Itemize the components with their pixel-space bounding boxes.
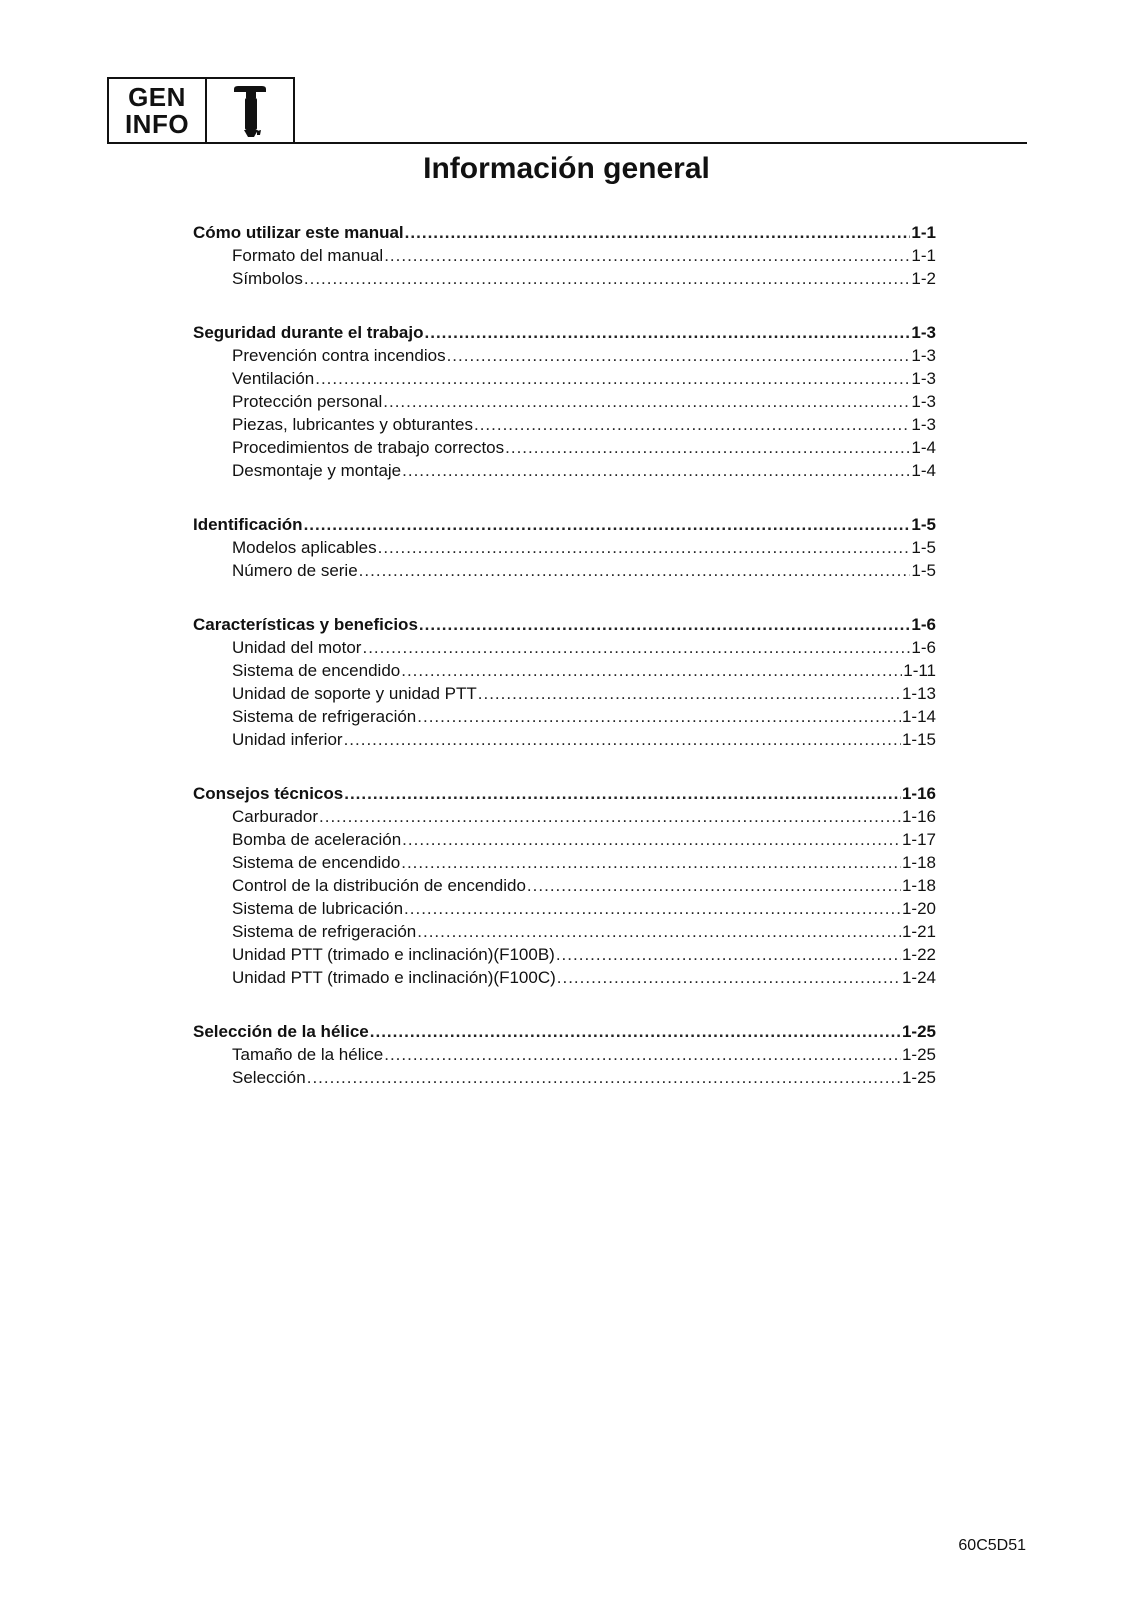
toc-section-heading-label: Características y beneficios	[193, 615, 418, 634]
dot-leader	[383, 392, 910, 412]
toc-entry[interactable]	[193, 246, 936, 269]
toc-entry-page: 1-18	[901, 876, 936, 895]
dot-leader	[417, 707, 901, 727]
dot-leader	[384, 1045, 901, 1065]
toc-entry[interactable]	[193, 561, 936, 584]
toc-entry-page: 1-4	[911, 438, 936, 457]
toc-entry-page: 1-24	[901, 968, 936, 987]
toc-entry[interactable]	[193, 461, 936, 484]
toc-entry-page: 1-25	[901, 1068, 936, 1087]
toc-entry-label: Protección personal	[232, 392, 383, 411]
toc-entry-page: 1-20	[901, 899, 936, 918]
toc-entry[interactable]	[193, 638, 936, 661]
toc-entry-label: Unidad inferior	[232, 730, 343, 749]
toc-entry[interactable]	[193, 269, 936, 292]
toc-entry-label: Símbolos	[232, 269, 303, 288]
toc-section-heading-label: Selección de la hélice	[193, 1022, 369, 1041]
toc-entry-label: Tamaño de la hélice	[232, 1045, 384, 1064]
dot-leader	[370, 1022, 901, 1042]
dot-leader	[402, 830, 901, 850]
toc-entry-page: 1-13	[901, 684, 936, 703]
dot-leader	[344, 784, 901, 804]
section-header-box	[107, 77, 295, 144]
toc-section-heading[interactable]	[193, 515, 936, 538]
dot-leader	[362, 638, 910, 658]
toc-entry[interactable]	[193, 876, 936, 899]
toc-entry-page: 1-25	[901, 1045, 936, 1064]
toc-entry[interactable]	[193, 730, 936, 753]
toc-entry-label: Formato del manual	[232, 246, 384, 265]
dot-leader	[304, 269, 911, 289]
toc-entry-label: Unidad PTT (trimado e inclinación)(F100B)	[232, 945, 555, 964]
toc-section	[193, 323, 936, 484]
toc-entry[interactable]	[193, 415, 936, 438]
toc-entry-page: 1-6	[911, 638, 936, 657]
dot-leader	[384, 246, 910, 266]
toc-entry[interactable]	[193, 538, 936, 561]
toc-entry[interactable]	[193, 1068, 936, 1091]
toc-entry-label: Bomba de aceleración	[232, 830, 402, 849]
toc-section-heading-page: 1-1	[911, 223, 936, 242]
toc-entry-label: Carburador	[232, 807, 318, 826]
toc-entry-page: 1-5	[911, 538, 936, 557]
toc-entry-label: Número de serie	[232, 561, 358, 580]
toc-entry-label: Prevención contra incendios	[232, 346, 446, 365]
toc-entry[interactable]	[193, 853, 936, 876]
dot-leader	[505, 438, 910, 458]
toc-entry-page: 1-4	[911, 461, 936, 480]
toc-entry-page: 1-3	[911, 392, 936, 411]
dot-leader	[401, 853, 901, 873]
toc-entry-label: Selección	[232, 1068, 306, 1087]
dot-leader	[402, 461, 910, 481]
toc-entry-label: Desmontaje y montaje	[232, 461, 402, 480]
dot-leader	[478, 684, 901, 704]
toc-section-heading[interactable]	[193, 1022, 936, 1045]
toc-section-heading[interactable]	[193, 323, 936, 346]
toc-entry-page: 1-5	[911, 561, 936, 580]
toc-entry-page: 1-18	[901, 853, 936, 872]
toc-entry[interactable]	[193, 684, 936, 707]
toc-section	[193, 1022, 936, 1091]
dot-leader	[474, 415, 910, 435]
toc-section-heading[interactable]	[193, 615, 936, 638]
toc-entry-label: Ventilación	[232, 369, 315, 388]
toc-entry[interactable]	[193, 922, 936, 945]
toc-section-heading-page: 1-5	[911, 515, 936, 534]
toc-section-heading[interactable]	[193, 784, 936, 807]
gen-label: GEN	[128, 81, 186, 112]
toc-entry-label: Sistema de refrigeración	[232, 922, 417, 941]
toc-section-heading-page: 1-25	[901, 1022, 936, 1041]
toc-entry[interactable]	[193, 1045, 936, 1068]
toc-entry-label: Modelos aplicables	[232, 538, 377, 557]
toc-section	[193, 615, 936, 753]
dot-leader	[425, 323, 911, 343]
toc-entry-page: 1-3	[911, 415, 936, 434]
toc-entry[interactable]	[193, 945, 936, 968]
info-label: INFO	[124, 108, 190, 139]
gen-info-label	[109, 79, 207, 142]
toc-entry-page: 1-17	[901, 830, 936, 849]
toc-entry-page: 1-14	[901, 707, 936, 726]
toc-entry-label: Unidad del motor	[232, 638, 362, 657]
outboard-motor-icon	[207, 79, 293, 142]
toc-entry-label: Sistema de encendido	[232, 853, 401, 872]
toc-entry[interactable]	[193, 807, 936, 830]
toc-entry[interactable]	[193, 899, 936, 922]
toc-entry-page: 1-3	[911, 346, 936, 365]
toc-entry-page: 1-15	[901, 730, 936, 749]
dot-leader	[401, 661, 902, 681]
toc-section	[193, 784, 936, 991]
toc-entry[interactable]	[193, 661, 936, 684]
toc-section-heading-label: Seguridad durante el trabajo	[193, 323, 424, 342]
dot-leader	[378, 538, 911, 558]
toc-section-heading[interactable]	[193, 223, 936, 246]
dot-leader	[557, 968, 901, 988]
dot-leader	[447, 346, 911, 366]
dot-leader	[404, 899, 901, 919]
toc-entry-label: Sistema de lubricación	[232, 899, 404, 918]
toc-entry-label: Sistema de encendido	[232, 661, 401, 680]
toc-entry-label: Unidad PTT (trimado e inclinación)(F100C)	[232, 968, 556, 987]
dot-leader	[319, 807, 901, 827]
dot-leader	[527, 876, 901, 896]
dot-leader	[359, 561, 911, 581]
table-of-contents	[193, 223, 936, 1122]
dot-leader	[344, 730, 901, 750]
toc-section-heading-page: 1-16	[901, 784, 936, 803]
toc-section-heading-label: Identificación	[193, 515, 303, 534]
dot-leader	[405, 223, 911, 243]
toc-entry-page: 1-21	[901, 922, 936, 941]
document-code: 60C5D51	[958, 1537, 1026, 1554]
toc-entry-label: Procedimientos de trabajo correctos	[232, 438, 505, 457]
page-title: Información general	[423, 152, 710, 185]
dot-leader	[304, 515, 911, 535]
toc-entry-page: 1-22	[901, 945, 936, 964]
toc-section	[193, 515, 936, 584]
toc-section-heading-label: Consejos técnicos	[193, 784, 344, 803]
dot-leader	[315, 369, 910, 389]
dot-leader	[419, 615, 911, 635]
toc-entry-page: 1-1	[911, 246, 936, 265]
toc-entry[interactable]	[193, 968, 936, 991]
toc-entry[interactable]	[193, 830, 936, 853]
toc-entry-page: 1-11	[903, 661, 936, 680]
dot-leader	[307, 1068, 901, 1088]
toc-entry[interactable]	[193, 346, 936, 369]
toc-entry-label: Piezas, lubricantes y obturantes	[232, 415, 473, 434]
toc-entry-page: 1-16	[901, 807, 936, 826]
toc-entry[interactable]	[193, 392, 936, 415]
dot-leader	[417, 922, 901, 942]
toc-section-heading-page: 1-6	[911, 615, 936, 634]
toc-entry[interactable]	[193, 707, 936, 730]
header-rule	[107, 142, 1027, 144]
toc-section	[193, 223, 936, 292]
toc-entry-page: 1-3	[911, 369, 936, 388]
toc-section-heading-label: Cómo utilizar este manual	[193, 223, 404, 242]
toc-entry[interactable]	[193, 438, 936, 461]
toc-entry-label: Unidad de soporte y unidad PTT	[232, 684, 477, 703]
dot-leader	[556, 945, 901, 965]
toc-entry-label: Sistema de refrigeración	[232, 707, 417, 726]
toc-entry-page: 1-2	[911, 269, 936, 288]
toc-entry[interactable]	[193, 369, 936, 392]
toc-entry-label: Control de la distribución de encendido	[232, 876, 526, 895]
toc-section-heading-page: 1-3	[911, 323, 936, 342]
